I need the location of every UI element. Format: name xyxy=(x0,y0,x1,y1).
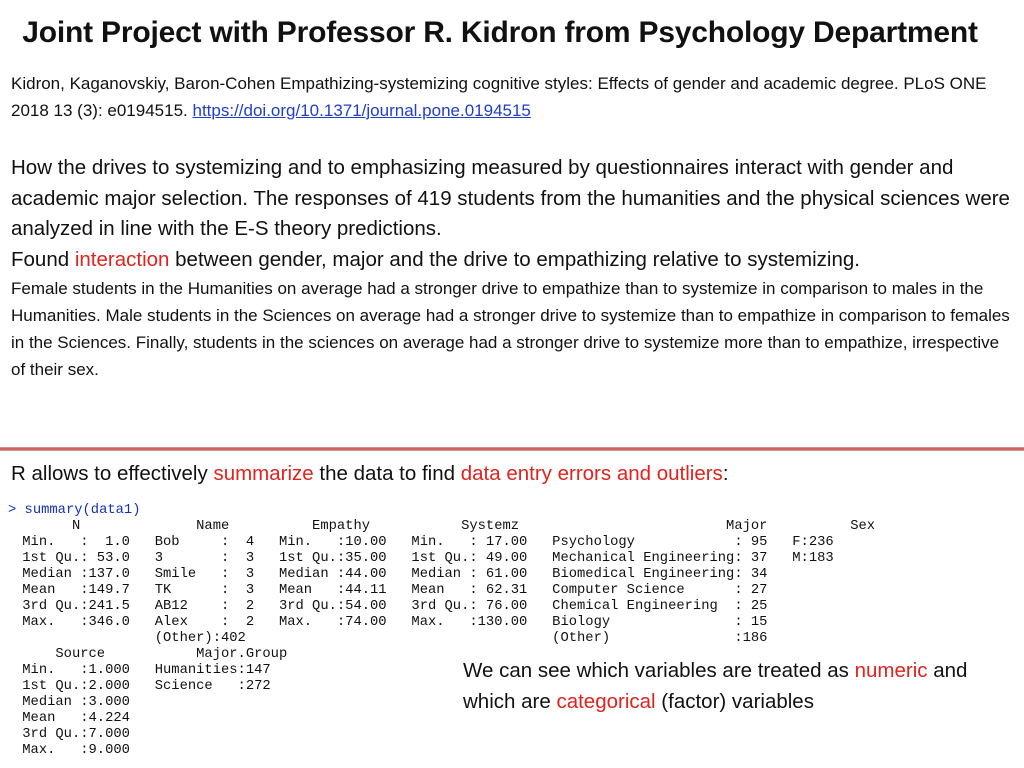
r-intro-middle: the data to find xyxy=(319,462,456,485)
doi-link[interactable]: https://doi.org/10.1371/journal.pone.0194515 xyxy=(192,101,531,120)
found-prefix: Found xyxy=(11,247,70,271)
note-prefix: We can see which variables are treated as xyxy=(463,659,849,682)
interaction-highlight: interaction xyxy=(74,247,170,271)
r-console-output xyxy=(8,503,908,768)
variable-types-note xyxy=(463,655,1008,717)
slide-title: Joint Project with Professor R. Kidron from Psychology Department xyxy=(22,16,978,49)
r-console-prompt: > summary(data1) xyxy=(8,503,141,518)
section-divider xyxy=(0,447,1024,451)
errors-outliers-highlight: data entry errors and outliers xyxy=(460,462,723,485)
summarize-highlight: summarize xyxy=(213,462,314,485)
r-intro-suffix: : xyxy=(722,462,729,485)
summary-output: N Name Empathy Systemz Major Sex Min. : 1.0 Bob : 4 Min. :10.00 Min. : 17.00 Psychology : 95 F:236 1st Qu.: 53.0 3 : 3 1st Qu.:35.00 1st Qu.: 49.00 Mechanical Engineering: 37 M:183 Median :137.0 Smile : 3 Median :44.00 Median : 61.00 Biomedical Engineering: 34 Mean :149.7 TK : 3 Mean :44.11 Mean : 62.31 Computer Science : 27 3rd Qu.:241.5 AB12 : 2 3rd Qu.:54.00 3rd Qu.: 76.00 Chemical Engineering : 25 Max. :346.0 Alex : 2 Max. :74.00 Max. :130.00 Biology : 15 (Other):402 (Other) :186 Source Major.Group Min. :1.000 Humanities:147 1st Qu.:2.000 Science :272 Median :3.000 Mean :4.224 3rd Qu.:7.000 Max. :9.000 xyxy=(22,519,876,758)
citation xyxy=(11,70,1016,124)
categorical-highlight: categorical xyxy=(556,690,656,713)
found-suffix: between gender, major and the drive to empathizing relative to systemizing. xyxy=(175,247,860,271)
abstract-details: Female students in the Humanities on average had a stronger drive to empathize than to systemize in comparison to males in the Humanities. Male students in the Sciences on average had a stronger drive to systemize than to empathize in comparison to females in the Sciences. Finally, students in the sciences on average had a stronger drive to systemize more than to empathize, irrespective of their sex. xyxy=(11,279,1010,379)
note-suffix: (factor) variables xyxy=(661,690,814,713)
citation-text: Kidron, Kaganovskiy, Baron-Cohen Empathizing-systemizing cognitive styles: Effects of gender and academic degree. PLoS ONE 2018 13 (3): e0194515. xyxy=(11,74,987,120)
abstract xyxy=(11,153,1016,383)
r-summary-intro xyxy=(11,459,1011,489)
numeric-highlight: numeric xyxy=(854,659,928,682)
abstract-para1: How the drives to systemizing and to emphasizing measured by questionnaires interact with gender and academic major selection. The responses of 419 students from the humanities and the physical sciences were analyzed in line with the E-S theory predictions. xyxy=(11,156,1010,240)
note-middle: and which are xyxy=(463,659,968,713)
r-intro-prefix: R allows to effectively xyxy=(11,462,208,485)
